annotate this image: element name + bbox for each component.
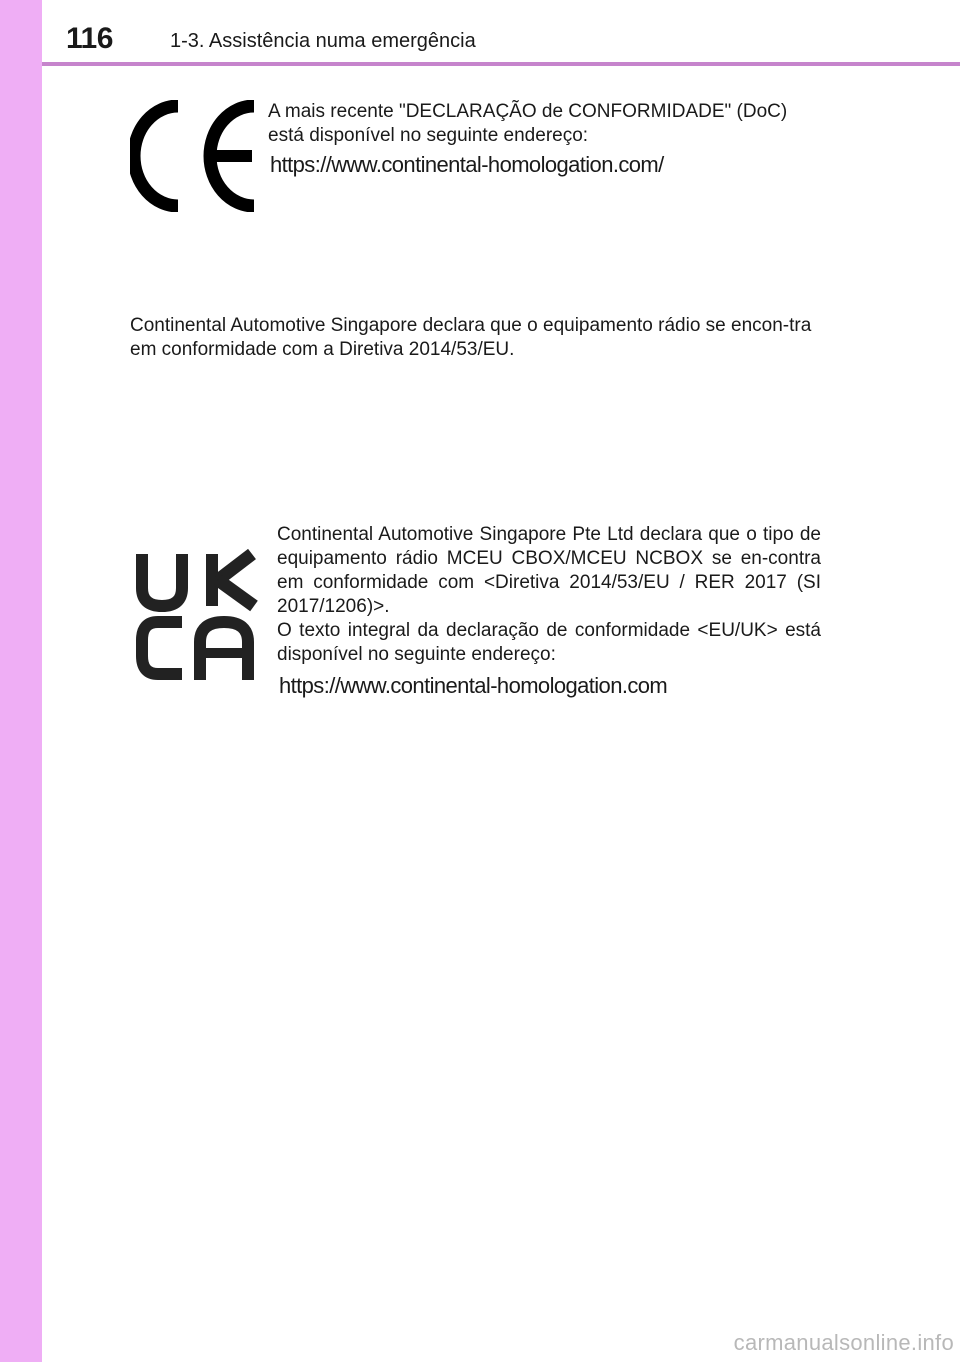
side-color-band xyxy=(0,0,42,1362)
ce-doc-url[interactable]: https://www.continental-homologation.com/ xyxy=(270,152,664,177)
ukca-declaration-text xyxy=(277,523,821,667)
ukca-mark-logo xyxy=(134,548,262,680)
radio-equipment-declaration: Continental Automotive Singapore declara que o equipamento rádio se encon-tra em conformidade com a Diretiva 2014/53/EU. xyxy=(130,315,812,360)
page-number: 116 xyxy=(66,22,113,55)
watermark: carmanualsonline.info xyxy=(733,1330,954,1355)
section-title: 1-3. Assistência numa emergência xyxy=(170,30,476,52)
ce-mark-logo xyxy=(130,100,260,212)
ukca-full-text-paragraph: O texto integral da declaração de conformidade <EU/UK> está disponível no seguinte endereço: xyxy=(277,620,821,665)
ukca-conformity-paragraph: Continental Automotive Singapore Pte Ltd declara que o tipo de equipamento rádio MCEU CBOX/MCEU NCBOX se en-contra em conformidade com <Diretiva 2014/53/EU / RER 2017 (SI 2017/1206)>. xyxy=(277,524,821,617)
ce-declaration-text: A mais recente "DECLARAÇÃO de CONFORMIDADE" (DoC) está disponível no seguinte endereço: xyxy=(268,101,788,146)
header-rule xyxy=(42,62,960,66)
ukca-doc-url[interactable]: https://www.continental-homologation.com xyxy=(279,673,668,698)
